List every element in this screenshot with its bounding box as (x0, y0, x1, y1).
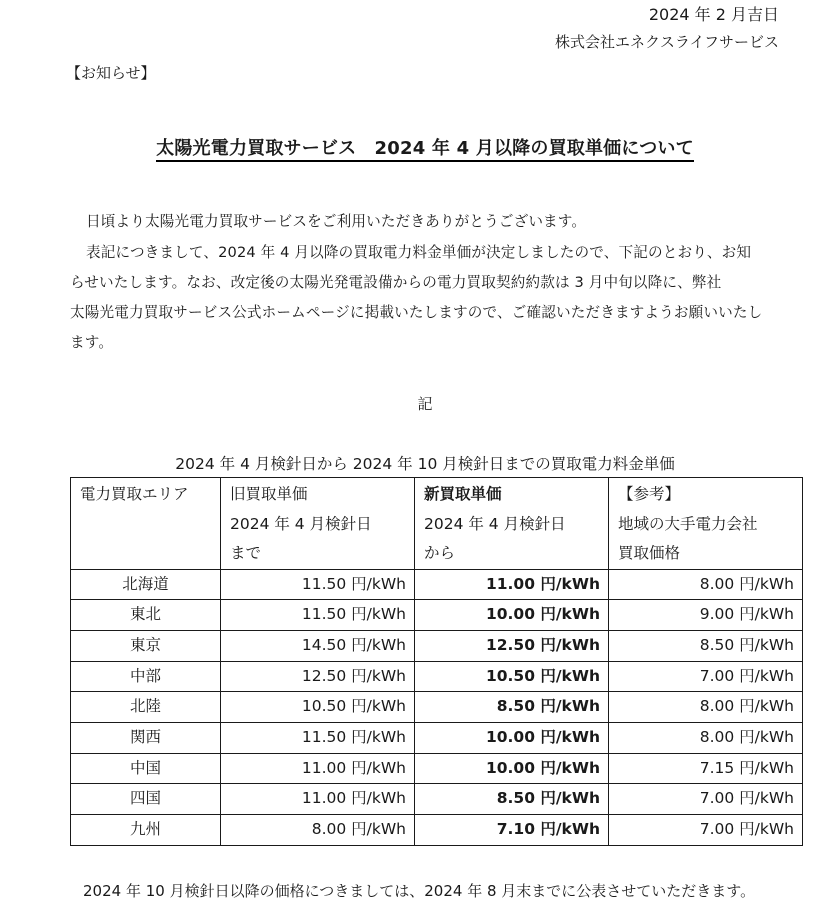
table-row (71, 815, 803, 846)
header-old-price-line: 2024 年 4 月検針日 (230, 514, 372, 533)
document-date: 2024 年 2 月吉日 (648, 5, 779, 24)
reference-price-cell: 9.00 円/kWh (609, 600, 803, 631)
body-paragraph-line: 表記につきまして、2024 年 4 月以降の買取電力料金単価が決定しましたので、下記のとおり、お知 (86, 244, 752, 261)
reference-price-cell: 7.00 円/kWh (609, 661, 803, 692)
header-new-price-line: から (424, 544, 456, 562)
old-price-cell: 10.50 円/kWh (221, 692, 415, 723)
header-new-price (415, 478, 609, 570)
old-price-cell: 8.00 円/kWh (221, 815, 415, 846)
area-cell: 東京 (71, 630, 221, 661)
old-price-cell: 11.50 円/kWh (221, 600, 415, 631)
rates-table (70, 477, 803, 846)
area-cell: 四国 (71, 784, 221, 815)
new-price-cell: 7.10 円/kWh (415, 815, 609, 846)
header-area (71, 478, 221, 570)
header-reference-price (609, 478, 803, 570)
reference-price-cell: 7.00 円/kWh (609, 784, 803, 815)
table-row (71, 692, 803, 723)
body-paragraph-line: 日頃より太陽光電力買取サービスをご利用いただきありがとうございます。 (86, 213, 587, 230)
table-row (71, 723, 803, 754)
notice-label: 【お知らせ】 (66, 64, 156, 82)
new-price-cell: 10.00 円/kWh (415, 753, 609, 784)
ki-heading: 記 (417, 395, 433, 413)
reference-price-cell: 7.00 円/kWh (609, 815, 803, 846)
body-paragraph-line: 太陽光電力買取サービス公式ホームページに掲載いたしますので、ご確認いただきますようお願いいたし (70, 304, 763, 321)
area-cell: 北海道 (71, 569, 221, 600)
body-paragraph-line: らせいたします。なお、改定後の太陽光発電設備からの電力買取契約約款は 3 月中旬以降に、弊社 (70, 274, 722, 291)
old-price-cell: 11.00 円/kWh (221, 753, 415, 784)
reference-price-cell: 8.00 円/kWh (609, 692, 803, 723)
new-price-cell: 11.00 円/kWh (415, 569, 609, 600)
old-price-cell: 14.50 円/kWh (221, 630, 415, 661)
old-price-cell: 11.00 円/kWh (221, 784, 415, 815)
document-title-text: 太陽光電力買取サービス 2024 年 4 月以降の買取単価について (156, 138, 694, 162)
document-title (0, 134, 813, 160)
area-cell: 東北 (71, 600, 221, 631)
area-cell: 北陸 (71, 692, 221, 723)
reference-price-cell: 8.00 円/kWh (609, 569, 803, 600)
new-price-cell: 10.00 円/kWh (415, 723, 609, 754)
table-row (71, 661, 803, 692)
table-row (71, 600, 803, 631)
area-cell: 中部 (71, 661, 221, 692)
body-paragraph-line: ます。 (70, 334, 114, 351)
header-new-price-line: 2024 年 4 月検針日 (424, 514, 566, 533)
area-cell: 中国 (71, 753, 221, 784)
table-header-row (71, 478, 803, 570)
new-price-cell: 12.50 円/kWh (415, 630, 609, 661)
reference-price-cell: 8.00 円/kWh (609, 723, 803, 754)
area-cell: 九州 (71, 815, 221, 846)
area-cell: 関西 (71, 723, 221, 754)
header-old-price-line: まで (230, 544, 262, 562)
reference-price-cell: 7.15 円/kWh (609, 753, 803, 784)
company-name: 株式会社エネクスライフサービス (555, 33, 779, 51)
old-price-cell: 12.50 円/kWh (221, 661, 415, 692)
old-price-cell: 11.50 円/kWh (221, 723, 415, 754)
header-area-label: 電力買取エリア (80, 485, 189, 503)
header-new-price-line: 新買取単価 (424, 485, 502, 503)
table-row (71, 753, 803, 784)
header-old-price (221, 478, 415, 570)
table-caption: 2024 年 4 月検針日から 2024 年 10 月検針日までの買取電力料金単価 (175, 455, 675, 473)
new-price-cell: 10.50 円/kWh (415, 661, 609, 692)
table-row (71, 630, 803, 661)
new-price-cell: 10.00 円/kWh (415, 600, 609, 631)
new-price-cell: 8.50 円/kWh (415, 692, 609, 723)
new-price-cell: 8.50 円/kWh (415, 784, 609, 815)
table-row (71, 569, 803, 600)
old-price-cell: 11.50 円/kWh (221, 569, 415, 600)
header-old-price-line: 旧買取単価 (230, 485, 308, 503)
reference-price-cell: 8.50 円/kWh (609, 630, 803, 661)
table-row (71, 784, 803, 815)
header-reference-line: 【参考】 (618, 485, 681, 503)
footer-note: 2024 年 10 月検針日以降の価格につきましては、2024 年 8 月末までに公表させていただきます。 (83, 882, 756, 900)
header-reference-line: 地域の大手電力会社 (618, 514, 758, 533)
header-reference-line: 買取価格 (618, 544, 681, 562)
